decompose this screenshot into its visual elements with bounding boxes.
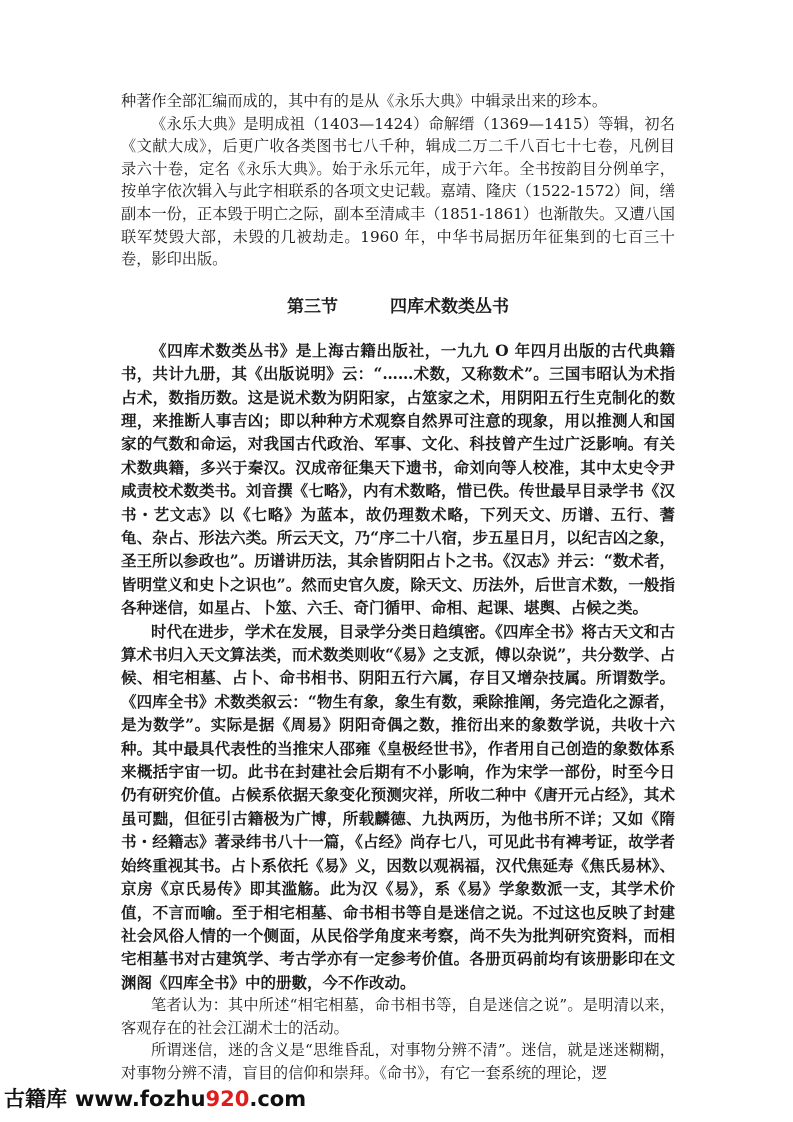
paragraph-superstition: 所谓迷信，迷的含义是“思维昏乱，对事物分辨不清”。迷信，就是迷迷糊糊，对事物分辨不清，盲目的信仰和崇拜。《命书》，有它一套系统的理论，逻 bbox=[121, 1041, 675, 1082]
section-title: 四库术数类丛书 bbox=[390, 296, 509, 317]
paragraph-siku-intro: 《四库术数类丛书》是上海古籍出版社，一九九 O 年四月出版的古代典籍书，共计九册，其《出版说明》云：“……术数，又称数术”。三国韦昭认为术指占术，数指历数。这是说术数为阴阳家，占筮家之术，用阴阳五行生克制化的数理，来推断人事吉凶；即以种种方术观察自然界可注意的现象，用以推测人和国家的气数和命运，对我国古代政治、军事、文化、科技曾产生过广泛影响。有关术数典籍，多兴于秦汉。汉成帝征集天下遗书，命刘向等人校准，其中太史令尹咸责校术数类书。刘音撰《七略》，内有术数略，惜已佚。传世最早目录学书《汉书・艺文志》以《七略》为蓝本，故仍理数术略，下列天文、历谱、五行、蓍龟、杂占、形法六类。所云天文，乃“序二十八宿，步五星日月，以纪吉凶之象，圣王所以参政也”。历谱讲历法，其余皆阴阳占卜之书。《汉志》并云：“数术者，皆明堂义和史卜之识也”。然而史官久废，除天文、历法外，后世言术数，一般指各种迷信，如星占、卜筮、六壬、奇门循甲、命相、起课、堪舆、占候之类。 bbox=[121, 340, 675, 618]
site-url-prefix: www.fozhu bbox=[75, 1087, 206, 1111]
paragraph-siku-classification: 时代在进步，学术在发展，目录学分类日趋缜密。《四库全书》将古天文和古算术书归入天文算法类，而术数类则收“《易》之支派，傅以杂说”，共分数学、占候、相宅相墓、占卜、命书相书、阴阳五行六属，存目又增杂技属。所谓数学。《四库全书》术数类叙云：“物生有象，象生有数，乘除推阐，务完造化之源者，是为数学”。实际是据《周易》阴阳奇偶之数，推衍出来的象数学说，共收十六种。其中最具代表性的当推宋人邵雍《皇极经世书》，作者用自己创造的象数体系来概括宇宙一切。此书在封建社会后期有不小影响，作为宋学一部份，时至今日仍有研究价值。占候系依据天象变化预测灾祥，所收二种中《唐开元占经》，其术虽可黜，但征引古籍极为广博，所载麟德、九执两历，为他书所不详；又如《隋书・经籍志》著录纬书八十一篇，《占经》尚存七八，可见此书有裨考证，故学者始终重视其书。占卜系依托《易》义，因数以观祸福，汉代焦延寿《焦氏易林》、京房《京氏易传》即其滥觞。此为汉《易》，系《易》学象数派一支，其学术价值，不言而喻。至于相宅相墓、命书相书等自是迷信之说。不过这也反映了封建社会风俗人情的一个侧面，从民俗学角度来考察，尚不失为批判研究资料，而相宅相墓书对古建筑学、考古学亦有一定参考价值。各册页码前均有该册影印在文渊阁《四库全书》中的册數，今不作改动。 bbox=[121, 621, 675, 992]
paragraph-author-opinion: 笔者认为：其中所述“相宅相墓，命书相书等，自是迷信之说”。是明清以来，客观存在的社会江湖术士的活动。 bbox=[121, 996, 675, 1037]
site-url-number: 920 bbox=[205, 1087, 250, 1111]
site-watermark[interactable] bbox=[4, 1083, 306, 1113]
site-name: 古籍库 bbox=[4, 1087, 67, 1111]
section-heading bbox=[121, 295, 675, 319]
site-url-suffix: .com bbox=[249, 1087, 307, 1111]
paragraph-yongle-dadian: 《永乐大典》是明成祖（1403—1424）命解缙（1369—1415）等辑，初名《文献大成》，后更广收各类图书七八千种，辑成二万二千八百七十七卷，凡例目录六十卷，定名《永乐大典》。始于永乐元年，成于六年。全书按韵目分例单字，按单字依次辑入与此字相联系的各项文史记载。嘉靖、隆庆（1522-1572）间，缮副本一份，正本毁于明亡之际，副本至清咸丰（1851-1861）也渐散失。又遭八国联军焚毁大部，未毁的几被劫走。1960 年，中华书局据历年征集到的七百三十卷，影印出版。 bbox=[121, 114, 675, 269]
paragraph-continuation: 种著作全部汇编而成的，其中有的是从《永乐大典》中辑录出来的珍本。 bbox=[121, 92, 607, 110]
section-number: 第三节 bbox=[287, 296, 338, 317]
page-content bbox=[121, 90, 675, 1085]
